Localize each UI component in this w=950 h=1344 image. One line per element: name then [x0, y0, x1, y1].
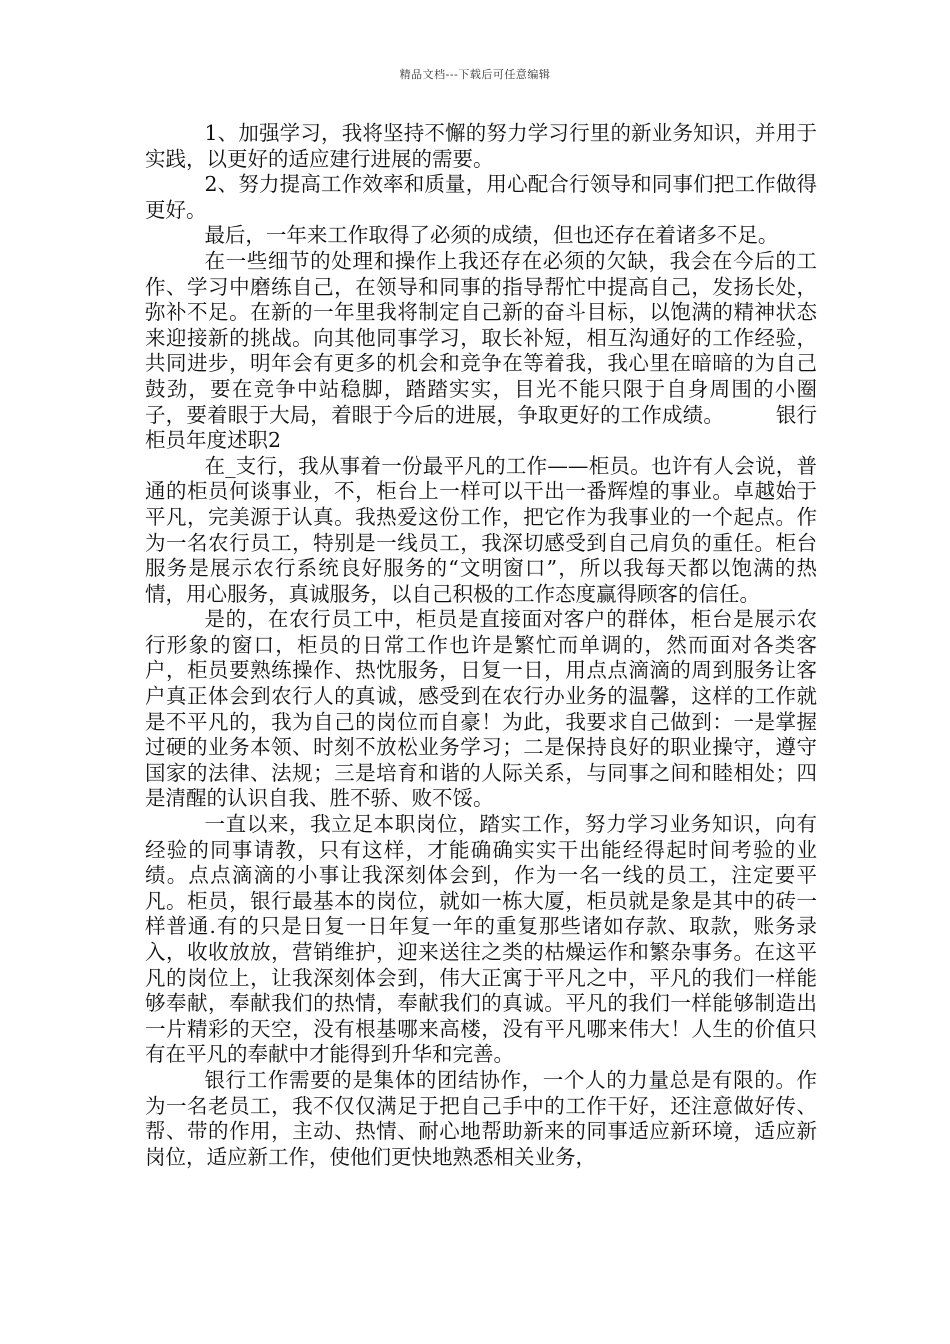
paragraph-2: 2、努力提高工作效率和质量，用心配合行领导和同事们把工作做得更好。 [145, 172, 817, 222]
paragraph-8: 银行工作需要的是集体的团结协作，一个人的力量总是有限的。作为一名老员工，我不仅仅满足于把自己手中的工作干好，还注意做好传、帮、带的作用，主动、热情、耐心地帮助新来的同事适应新环境，适应新岗位，适应新工作，使他们更快地熟悉相关业务， [145, 1067, 817, 1169]
paragraph-4: 在一些细节的处理和操作上我还存在必须的欠缺，我会在今后的工作、学习中磨练自己，在领导和同事的指导帮忙中提高自己，发扬长处，弥补不足。在新的一年里我将制定自己新的奋斗目标，以饱满的精神状态来迎接新的挑战。向其他同事学习，取长补短，相互沟通好的工作经验，共同进步，明年会有更多的机会和竞争在等着我，我心里在暗暗的为自己鼓劲，要在竞争中站稳脚，踏踏实实，目光不能只限于自身周围的小圈子，要着眼于大局，着眼于今后的进展，争取更好的工作成绩。 银行柜员年度述职2 [145, 248, 817, 453]
paragraph-6: 是的，在农行员工中，柜员是直接面对客户的群体，柜台是展示农行形象的窗口，柜员的日常工作也许是繁忙而单调的，然而面对各类客户，柜员要熟练操作、热忱服务，日复一日，用点点滴滴的周到服务让客户真正体会到农行人的真诚，感受到在农行办业务的温馨，这样的工作就是不平凡的，我为自己的岗位而自豪！为此，我要求自己做到：一是掌握过硬的业务本领、时刻不放松业务学习；二是保持良好的职业操守，遵守国家的法律、法规；三是培育和谐的人际关系，与同事之间和睦相处；四是清醒的认识自我、胜不骄、败不馁。 [145, 607, 817, 811]
paragraph-5: 在_支行，我从事着一份最平凡的工作——柜员。也许有人会说，普通的柜员何谈事业，不，柜台上一样可以干出一番辉煌的事业。卓越始于平凡，完美源于认真。我热爱这份工作，把它作为我事业的一个起点。作为一名农行员工，特别是一线员工，我深切感受到自己肩负的重任。柜台服务是展示农行系统良好服务的“文明窗口”，所以我每天都以饱满的热情，用心服务，真诚服务，以自己积极的工作态度赢得顾客的信任。 [145, 453, 817, 606]
document-body [145, 121, 817, 1170]
paragraph-1: 1、加强学习，我将坚持不懈的努力学习行里的新业务知识，并用于实践，以更好的适应建行进展的需要。 [145, 121, 817, 171]
paragraph-3: 最后，一年来工作取得了必须的成绩，但也还存在着诸多不足。 [204, 223, 779, 248]
page-header: 精品文档---下载后可任意编辑 [399, 68, 551, 81]
paragraph-7: 一直以来，我立足本职岗位，踏实工作，努力学习业务知识，向有经验的同事请教，只有这样，才能确确实实干出能经得起时间考验的业绩。点点滴滴的小事让我深刻体会到，作为一名一线的员工，注定要平凡。柜员，银行最基本的岗位，就如一栋大厦，柜员就是象是其中的砖一样普通.有的只是日复一日年复一年的重复那些诸如存款、取款，账务录入，收收放放，营销维护，迎来送往之类的枯燥运作和繁杂事务。在这平凡的岗位上，让我深刻体会到，伟大正寓于平凡之中，平凡的我们一样能够奉献，奉献我们的热情，奉献我们的真诚。平凡的我们一样能够制造出一片精彩的天空，没有根基哪来高楼，没有平凡哪来伟大！人生的价值只有在平凡的奉献中才能得到升华和完善。 [145, 812, 817, 1067]
